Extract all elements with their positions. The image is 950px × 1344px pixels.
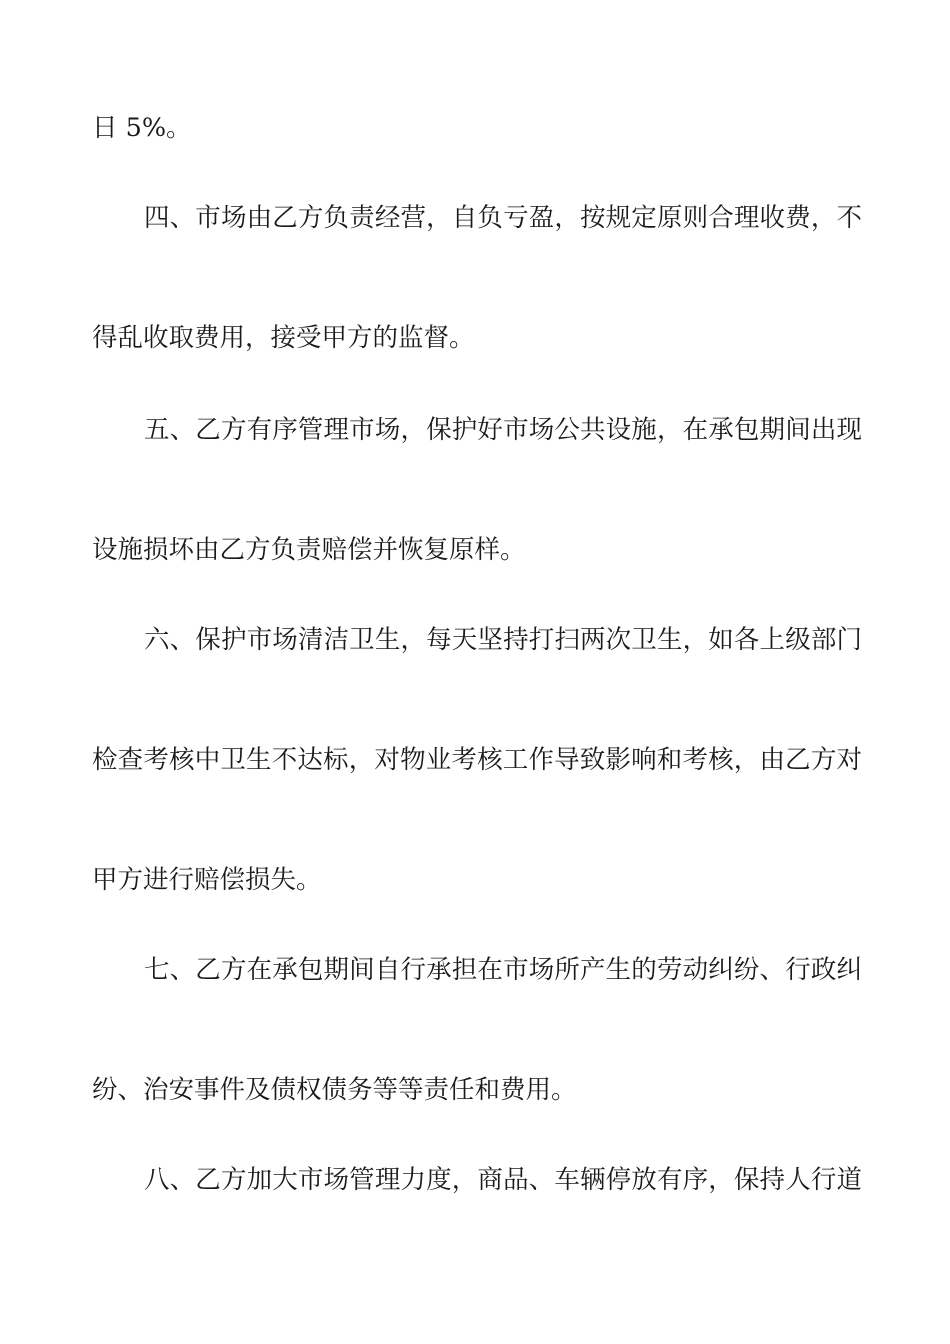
paragraph-7-line-1: 七、乙方在承包期间自行承担在市场所产生的劳动纠纷、行政纠 — [144, 955, 862, 985]
paragraph-5-line-2: 设施损坏由乙方负责赔偿并恢复原样。 — [92, 535, 526, 565]
paragraph-4-line-1: 四、市场由乙方负责经营，自负亏盈，按规定原则合理收费，不 — [144, 203, 862, 233]
paragraph-4-line-2: 得乱收取费用，接受甲方的监督。 — [92, 323, 475, 353]
paragraph-6-line-1: 六、保护市场清洁卫生，每天坚持打扫两次卫生，如各上级部门 — [144, 625, 862, 655]
paragraph-5-line-1: 五、乙方有序管理市场，保护好市场公共设施，在承包期间出现 — [144, 415, 862, 445]
text-line: 日 5%。 — [92, 113, 192, 143]
paragraph-8-line-1: 八、乙方加大市场管理力度，商品、车辆停放有序，保持人行道 — [144, 1165, 862, 1195]
paragraph-6-line-2: 检查考核中卫生不达标，对物业考核工作导致影响和考核，由乙方对 — [92, 745, 862, 775]
paragraph-6-line-3: 甲方进行赔偿损失。 — [92, 865, 322, 895]
paragraph-7-line-2: 纷、治安事件及债权债务等等责任和费用。 — [92, 1075, 577, 1105]
